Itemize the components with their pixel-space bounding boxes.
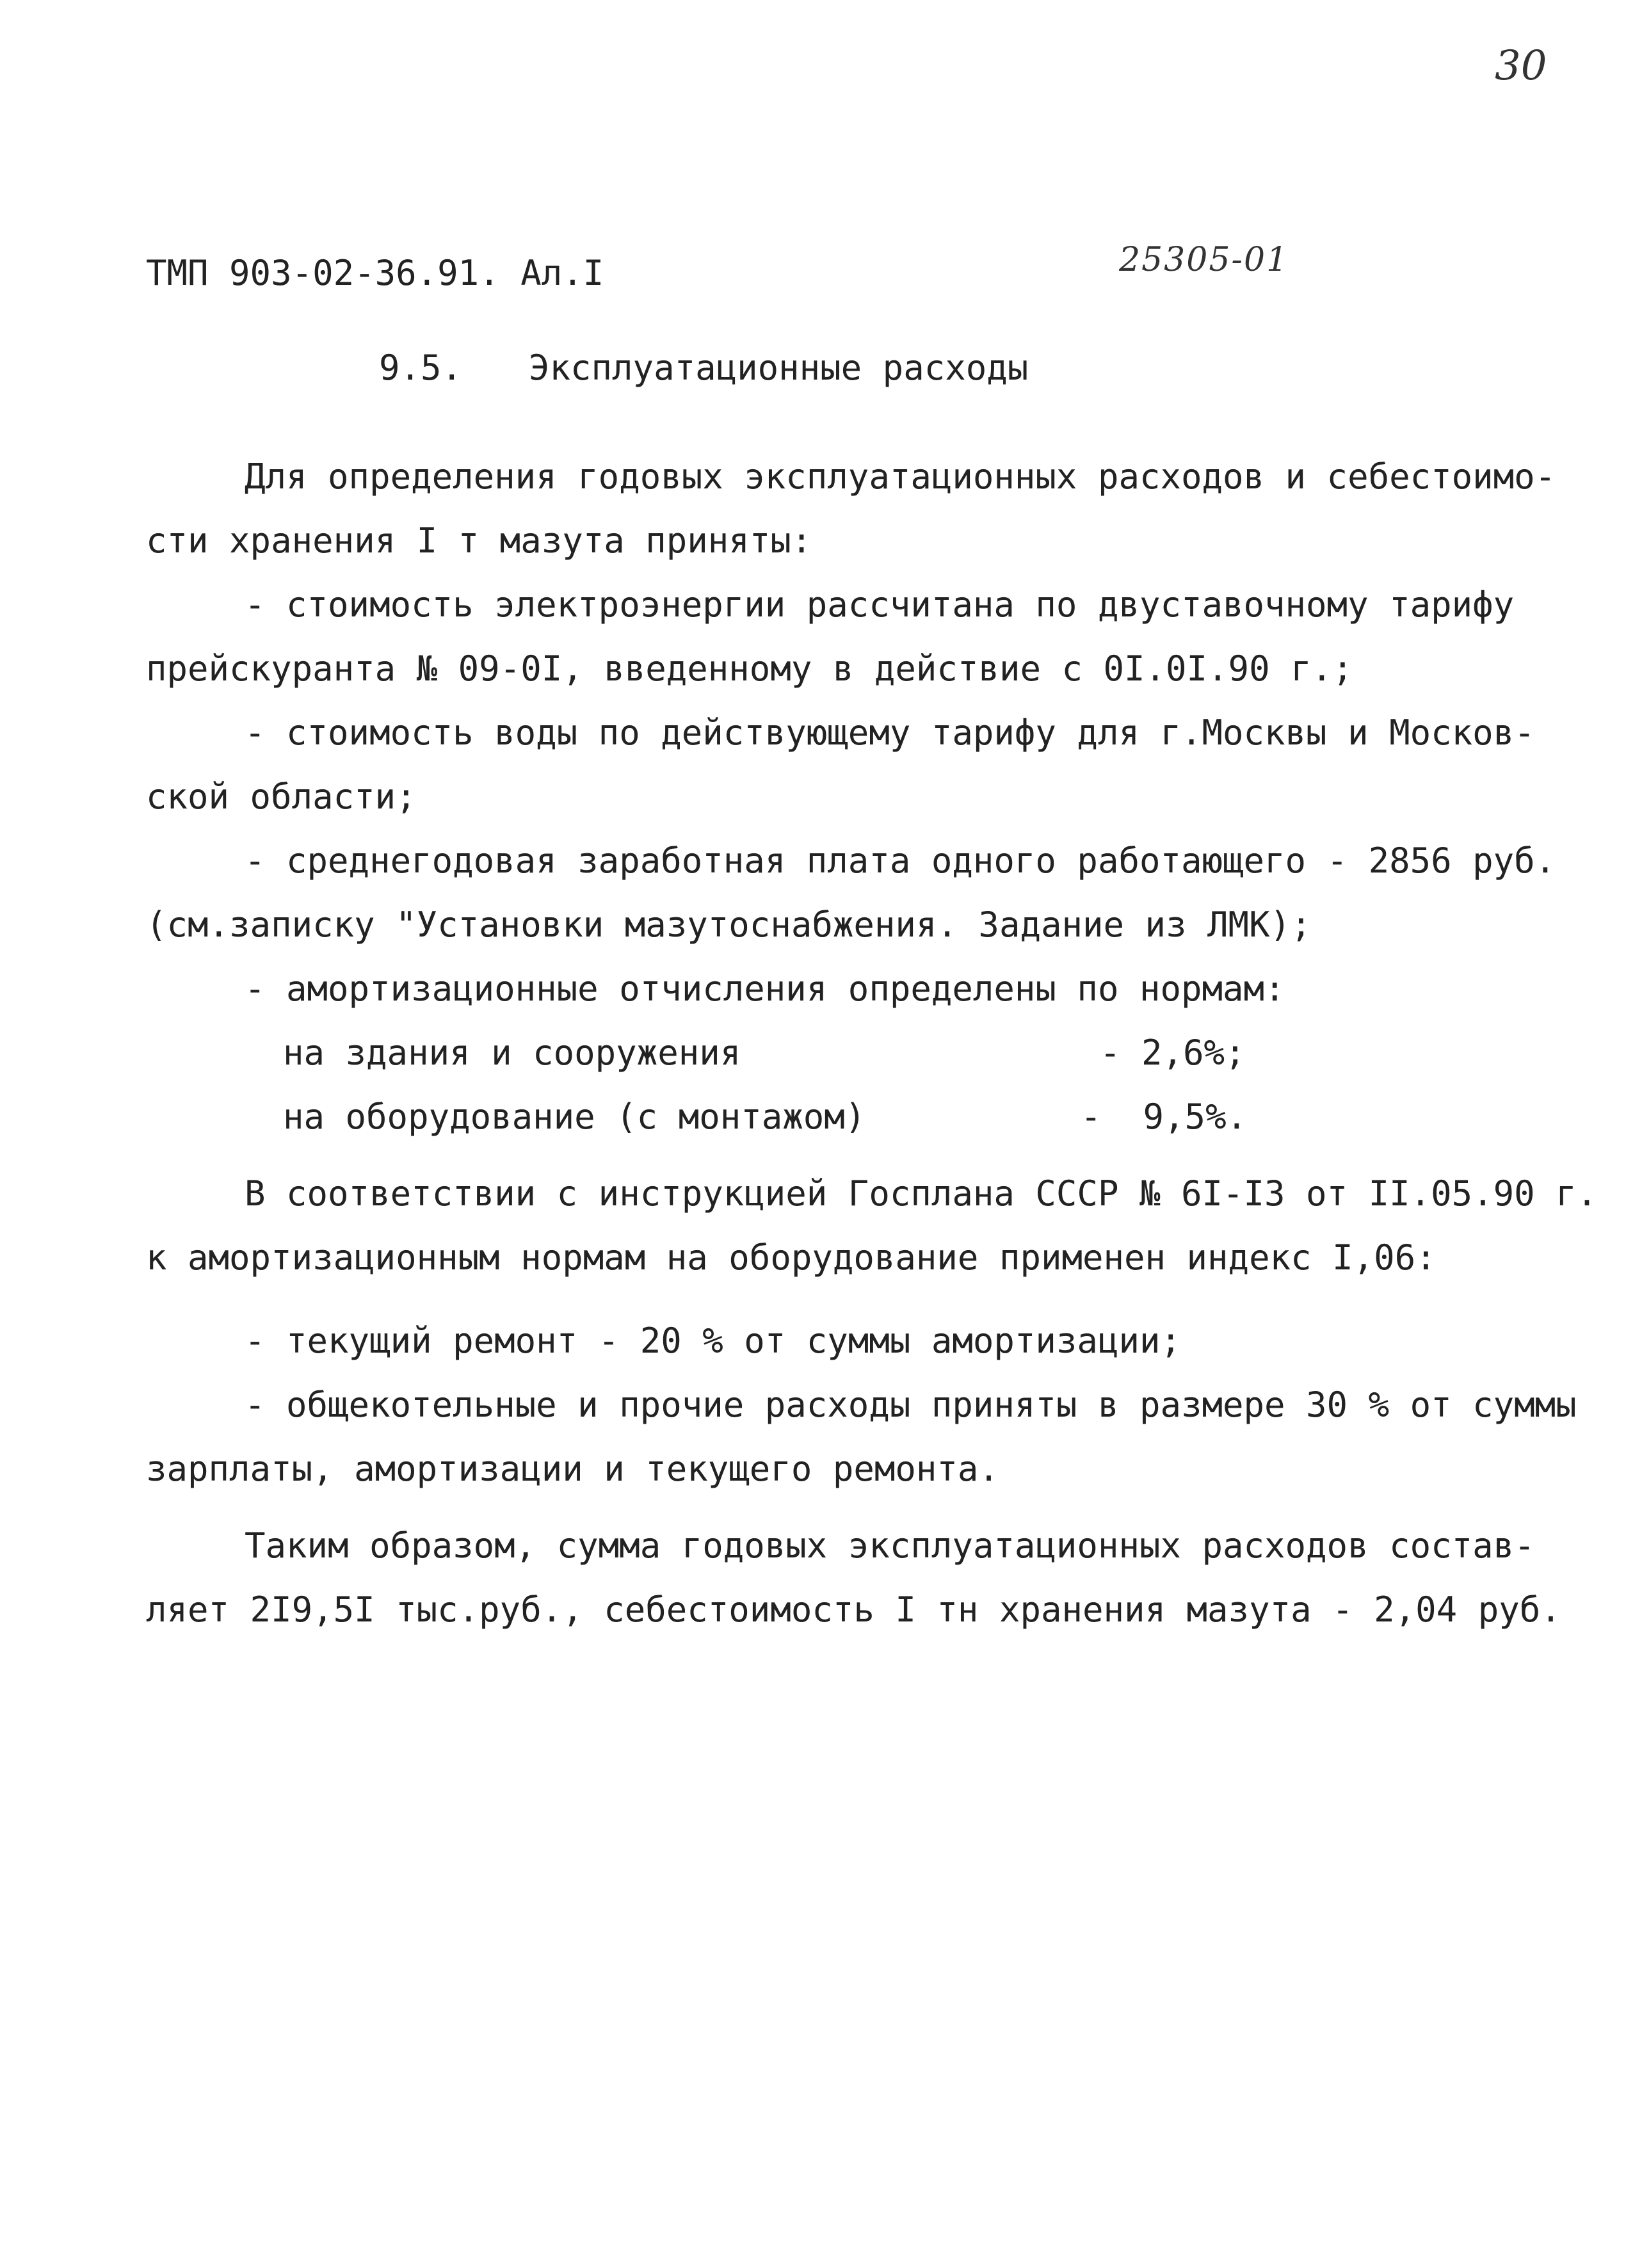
list-item-line: (см.записку "Установки мазутоснабжения. Задание из ЛМК); <box>146 905 1312 945</box>
rate-value: - 9,5%. <box>1081 1097 1248 1137</box>
paragraph-line: Таким образом, сумма годовых эксплуатационных расходов состав- <box>245 1525 1535 1566</box>
list-item-line: зарплаты, амортизации и текущего ремонта. <box>146 1449 999 1489</box>
paragraph-line: Для определения годовых эксплуатационных расходов и себестоимо- <box>245 456 1556 497</box>
list-item-line: - текущий ремонт - 20 % от суммы амортизации; <box>245 1321 1181 1361</box>
list-item-line: ской области; <box>146 776 417 817</box>
paragraph-line: В соответствии с инструкцией Госплана СССР № 6I-I3 от II.05.90 г. <box>245 1173 1598 1214</box>
rate-label: на здания и сооружения <box>283 1033 741 1073</box>
document-code: ТМП 903-02-36.91. Ал.I <box>146 253 604 293</box>
list-item-line: - стоимость электроэнергии рассчитана по двуставочному тарифу <box>245 584 1515 625</box>
paragraph-line: сти хранения I т мазута приняты: <box>146 520 812 561</box>
rate-value: - 2,6%; <box>1100 1033 1246 1073</box>
list-item-line: - общекотельные и прочие расходы приняты в размере 30 % от суммы <box>245 1385 1577 1425</box>
page-number: 30 <box>1495 42 1547 90</box>
paragraph-line: к амортизационным нормам на оборудование применен индекс I,06: <box>146 1237 1437 1278</box>
list-item-line: - амортизационные отчисления определены по нормам: <box>245 969 1285 1009</box>
paragraph-line: ляет 2I9,5I тыс.руб., себестоимость I тн хранения мазута - 2,04 руб. <box>146 1589 1561 1630</box>
rate-label: на оборудование (с монтажом) <box>283 1097 866 1137</box>
section-title: Эксплуатационные расходы <box>529 348 1029 388</box>
list-item-line: - среднегодовая заработная плата одного работающего - 2856 руб. <box>245 840 1556 881</box>
list-item-line: прейскуранта № 09-0I, введенному в действие с 0I.0I.90 г.; <box>146 648 1353 689</box>
section-number: 9.5. <box>379 348 463 388</box>
archive-number: 25305-01 <box>1119 241 1289 279</box>
list-item-line: - стоимость воды по действующему тарифу для г.Москвы и Москов- <box>245 712 1535 753</box>
